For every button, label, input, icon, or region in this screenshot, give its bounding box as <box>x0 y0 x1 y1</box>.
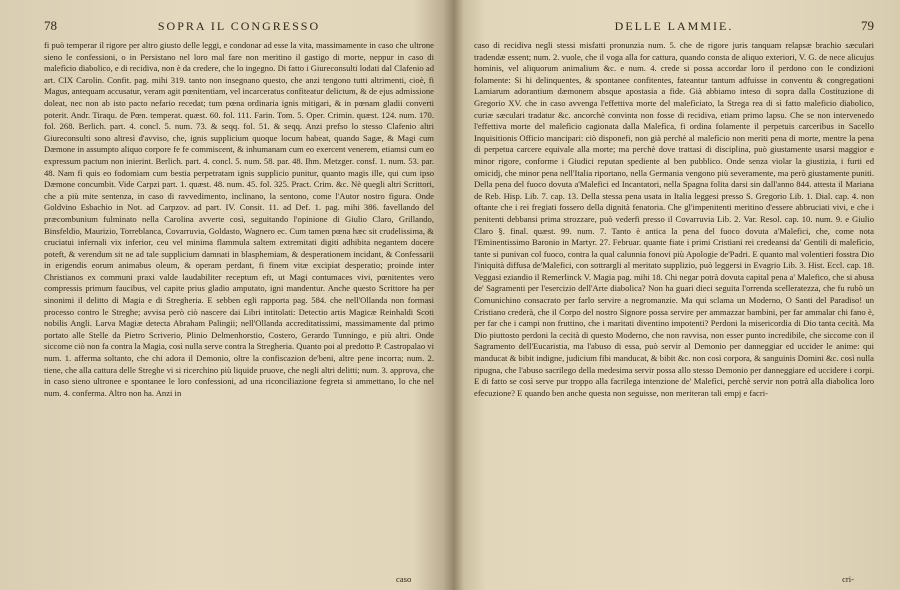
left-page-title: SOPRA IL CONGRESSO <box>157 19 321 33</box>
left-page-text: fi può temperar il rigore per altro giusto delle leggi, e condonar ad esse la vita, massimamente in caso che ultrone sieno le confessioni, o in Persistano nel loro mal fare non meritino il gastigo di morte, neppur in caso di malefìcio diabolico, e di recidiva, non è da credere, che lo ingegno. Di fatto i Giureconsulti lodati dal Clafenio ad art. CIX Carolin. Confit. pag. mihi 319. tanto non insegnano questo, che anzi tengono tutti altrimenti, cioè, fi Magus, antequam accusatur, veram agit pœnitentiam, vel incarceratus confiteatur delictum, & de ejus admissione doleat, nec non ab isto pacto nefario recedat; tum pœna ordinaria ignis mitigari, & in pœnam gladii converti poterit. Andr. Tiraqu. de Pœn. temperat. quæst. 60. fol. 111. Farin. Tom. 5. Oper. Crimin. quæst. 124. num. 170. fol. 268. Berlich. part. 4. concl. 5. num. 73. & seqq. fol. 51. & seqq. Anzi prefso lo stesso Clafenio altri Giureconsulti sono altresì d'avviso, che, ignis supplicium quoque locum habeat, quando Sagæ, & Magi cum Dæmone in assumpto aliquo corpore fe fe commiscent, & inhumanam cum eo exercent venerem, etiamsi cum eo expressum pactum non inierint. Berlich. part. 4. concl. 5. num. 58. par. 48. Ihm. Metzger. consf. 1. num. 53. par. 48. Nam fi quis eo fodomiam cum bestia perpetratam ignis supplicio punitur, quanto magis ille, qui cum ipso Dæmone concumbit. Vide Carpzi part. 1. quæst. 48. num. 45. fol. 325. Pract. Crim. &c. Nè quegli altri Scrittori, che a più mite sentenza, in caso di ravvedimento, inclinano, la sentono, come l'Autor nostro figura. Onde Goldvino Esbachio in Not. ad Carpzov. ad part. IV. Consit. 11. ad Def. 1. pag. mihi 386. favellando del præcombunium fulminato nella Carolina avverte così, seguitando l'opinione di Giulio Claro, Grillando, Binsfeldio, Maurizio, Torreblanca, Covarruvia, Goldasto, Wagnero ec. Cum tamen pœna hæc sit crudelissima, & cruciatui infernali vix inferior, ceu vel minima flammula saltem extremitati digiti adhibita negantem docere poteft, & verendum sit ne ad tale supplicium damnati in blasphemiam, & desperationem incidant, & Confessarii in erigendis eorum animabus oleum, & operam perdant, fi finem vitæ excipiat desperatio; proinde inter Christianos ex communi praxi valde laudabiliter receptum eft, ut Magi contumaces vivi, pœnitentes vero compressis primum faucibus, vel capite prius gladio amputato, igni mandentur. Anche questo Scrittore ha per sinonimi il delitto di Magia e di Stregheria. E sebben egli rapporta pag. 584. che nell'Ollanda non formasi processo contro le Streghe; avvisa però ciò nascere dai Libri intitolati: Detectio artis Magicæ Reinhaldi Scoti nobilis Angli. Larva Magiæ detecta Abraham Palingii; nell'Ollanda accreditatissimi, massimamente dal primo portato alle Stelle da Pietro Scriverio, Plinio Delmenhorstio, Costero, Gerardo Tunningo, e più altri. Onde siccome ciò non fa contra la Magia, così nulla serve contra la Stregheria. Quanto poi al predotto P. Castropalao vi num. 1. afferma soltanto, che chi adora il Demonio, oltre la confiscazion de'beni, altre pene incorra; num. 2. tiene, che alla cattura delle Streghe vi si ricerchino più liquide pruove, che negli altri delitti; num. 3. approva, che in caso sieno ultronee e spontanee le loro confessioni, ad una riconciliazione fegreta si ammettano, lo che nel num. 4. conferma. Altro non ha. Anzi in <box>44 40 434 398</box>
right-page-number: 79 <box>861 18 874 33</box>
right-catchword: cri- <box>842 574 854 584</box>
right-page-text: caso di recidiva negli stessi misfatti pronunzia num. 5. che de rigore juris tanquam relapsæ brachio sæculari tradendæ essent; num. 2. vuole, che il voga alla for cattura, quando consta de aliquo exteriori, V. G. de nece alicujus hominis, vel aliquorum animalium &c. e num. 4. crede si possa accordar loro il perdono con le condizioni folamente: Si hi delinquentes, & spontanee confitentes, fateantur tantum adfuisse in conventu & congregationi Lamiarum adorantium dæmonem absque apostasia a fide. Già abbiamo inteso di sopra dalla Costituzione di Gregorio XV. che in caso avvenga l'effettiva morte del malefìciato, la Strega rea di sì fatto maleficio diabolico, curiæ sæculari tradatur &c. ancorchè convinta non fosse di recidiva, etiam primo lapsu. Che se non intervenedo l'effettiva morte del malefìcio cagionata dalla Malefìca, fi ordina folamente il perpetuis carceribus in Sacello Inquisitionis Officio mancipari: ciò disponefi, non già perchè al malefìcio non meriti pena di morte, mentre la pena di perpetua carcere equivale alla morte; ma perchè dove trattasi di disciplina, può giustamente usarsi maggior e minor rigore, conforme i Giudici reputan spediente al ben pubblico. Onde senza violar la giustizia, i furti ed omicidj, che minor pena nell'Italia riportano, nella Germania vengono più severamente, ma però giustamente puniti. Della pena del fuoco dovuta a'Malefici ed Incantatori, nella Spagna folita darsi sin dall'anno 844. attesta il Mariana de Reb. Hisp. Lib. 7. cap. 13. Della stessa pena usata in Italia leggesi presso S. Gregorio Lib. 1. Dial. cap. 4. non oftante che i rei fregiati fossero della dignità fenatoria. Che gl'impenitenti meritino d'essere abbruciati vivi, e che i penitenti debbansi prima strozzare, può vederfi presso il Covarruvia Lib. 2. Var. Resol. cap. 10. num. 9. e Giulio Claro §. final. quæst. 99. num. 7. Tanto è antica la pena del fuoco dovuta a'Malefici, che, come nota l'Eminentissimo Baronio in Martyr. 27. Februar. quante fiate i primi Cristiani rei credeansi da' Gentili di malefìcio, tante si punivan col fuoco, contra la qual calunnia fonovi più Apologie de'Padri. E quanto mal volentieri fosstra Dio l'iniquità diffusa de'Malefici, con sottrargli al meritato supplizio, può leggersi in Evagrio Lib. 3. Hist. Eccl. cap. 18. Veggasi eziandio il Remerlinck V. Magia pag. mihi 18. Chi negar potrà dovuta capital pena a' Malefico, che si abusa de' Sagramenti per l'esercizio dell'Arte diabolica? Non ha guari dieci seguita l'orrenda scelleratezza, che fu rubò un Comunichino consacrato per farlo servire a negromanzie. Ma qui sclama un Moderno, O Santi del Paradiso! un Cristiano crederà, che il Corpo del nostro Signore possa servire per ammazzar bambini, per far ammalar chi fano è, per far che i campi non fruttino, che i maritati diventino impotenti? Perdoni la misericordia di Dio tanta cecità. Ma Dio piuttosto perdoni la cecità di questo Moderno, che non ravvisa, non esser punto incredibile, che siccome con il Sagramento dell'Eucaristia, ma l'abuso di essa, può servir al Demonio per danneggiar ed uccider le anime: qui manducat & bibit indigne, judicium fibi manducat, & bibit &c. non così corpora, & sanguinis Domini &c. così nulla ripugna, che l'abuso sacrilego della medesima servir possa allo stesso Demonio per danneggiare ed uccidere i corpi. E di fatto se così serve pur troppo alla facrilega intenzione de' Malefìci, perchè servir non potrà alla diabolica loro efecuzione? E quando ben anche questa non seguisse, non meriteran tali empj e facri- <box>474 40 874 398</box>
left-page <box>44 18 434 586</box>
left-page-body <box>44 40 434 399</box>
right-page-body <box>474 40 874 399</box>
book-gutter <box>444 0 464 590</box>
left-catchword: caso <box>396 574 412 584</box>
right-page <box>474 18 874 586</box>
right-page-title: DELLE LAMMIE. <box>614 19 734 33</box>
left-page-number: 78 <box>44 18 57 33</box>
right-running-head <box>474 18 874 34</box>
left-running-head <box>44 18 434 34</box>
